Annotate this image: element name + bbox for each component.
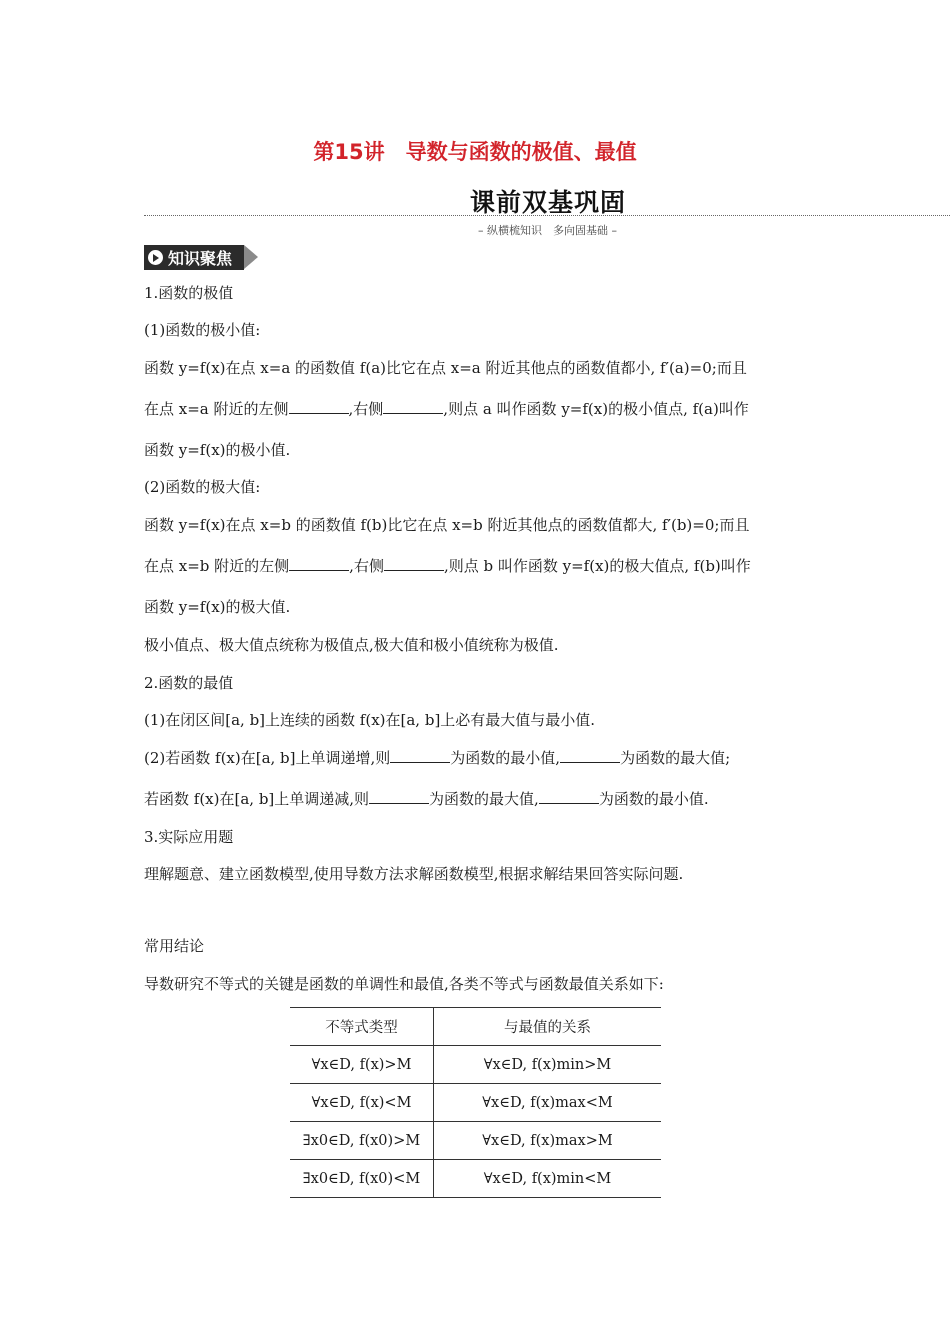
heading-common-conclusions: 常用结论 — [144, 937, 205, 955]
table-row — [290, 1160, 661, 1198]
paragraph-line: 导数研究不等式的关键是函数的单调性和最值,各类不等式与函数最值关系如下: — [144, 975, 664, 993]
table-row — [290, 1084, 661, 1122]
heading-max-min: 2.函数的最值 — [144, 674, 234, 692]
play-circle-icon — [148, 250, 163, 265]
inequality-table — [290, 1007, 661, 1198]
table-cell: ∀x∈D, f(x)>M — [290, 1046, 434, 1084]
paragraph-line: 理解题意、建立函数模型,使用导数方法求解函数模型,根据求解结果回答实际问题. — [144, 865, 684, 883]
heading-extremum: 1.函数的极值 — [144, 284, 234, 302]
table-row — [290, 1046, 661, 1084]
paragraph-line: 在点 x=a 附近的左侧 ,右侧 ,则点 a 叫作函数 y=f(x)的极小值点, f(a)叫作 — [144, 400, 749, 418]
paragraph-line: 函数 y=f(x)在点 x=a 的函数值 f(a)比它在点 x=a 附近其他点的函数值都小, f′(a)=0;而且 — [144, 359, 747, 377]
answer-blank[interactable] — [539, 802, 599, 804]
lecture-title: 第15讲 导数与函数的极值、最值 — [313, 140, 637, 164]
table-cell: ∃x0∈D, f(x0)<M — [290, 1160, 434, 1198]
answer-blank[interactable] — [390, 761, 450, 763]
table-cell: ∀x∈D, f(x)min>M — [434, 1046, 662, 1084]
table-cell: ∀x∈D, f(x)max>M — [434, 1122, 662, 1160]
table-header-row — [290, 1008, 661, 1046]
answer-blank[interactable] — [289, 412, 349, 414]
table-row — [290, 1122, 661, 1160]
tag-arrow-decoration — [244, 245, 258, 269]
subheading-local-min: (1)函数的极小值: — [144, 321, 261, 339]
section-subheading: – 纵横梳知识 多向固基础 – — [478, 224, 617, 237]
table-header: 与最值的关系 — [434, 1008, 662, 1046]
answer-blank[interactable] — [369, 802, 429, 804]
table-cell: ∀x∈D, f(x)<M — [290, 1084, 434, 1122]
knowledge-tag — [144, 245, 244, 270]
section-divider — [144, 215, 950, 216]
paragraph-line: 函数 y=f(x)的极大值. — [144, 598, 291, 616]
paragraph-line: 若函数 f(x)在[a, b]上单调递减,则 为函数的最大值, 为函数的最小值. — [144, 790, 709, 808]
answer-blank[interactable] — [383, 412, 443, 414]
subheading-local-max: (2)函数的极大值: — [144, 478, 261, 496]
paragraph-line: 函数 y=f(x)在点 x=b 的函数值 f(b)比它在点 x=b 附近其他点的函数值都大, f′(b)=0;而且 — [144, 516, 750, 534]
table-cell: ∀x∈D, f(x)max<M — [434, 1084, 662, 1122]
table-cell: ∀x∈D, f(x)min<M — [434, 1160, 662, 1198]
paragraph-line: 极小值点、极大值点统称为极值点,极大值和极小值统称为极值. — [144, 636, 559, 654]
answer-blank[interactable] — [384, 569, 444, 571]
paragraph-line: 在点 x=b 附近的左侧 ,右侧 ,则点 b 叫作函数 y=f(x)的极大值点, f(b)叫作 — [144, 557, 751, 575]
table-header: 不等式类型 — [290, 1008, 434, 1046]
heading-application: 3.实际应用题 — [144, 828, 234, 846]
section-heading: 课前双基巩固 — [470, 188, 627, 217]
table-cell: ∃x0∈D, f(x0)>M — [290, 1122, 434, 1160]
answer-blank[interactable] — [560, 761, 620, 763]
knowledge-tag-label: 知识聚焦 — [168, 249, 233, 268]
paragraph-line: (1)在闭区间[a, b]上连续的函数 f(x)在[a, b]上必有最大值与最小值. — [144, 711, 596, 729]
paragraph-line: 函数 y=f(x)的极小值. — [144, 441, 291, 459]
paragraph-line: (2)若函数 f(x)在[a, b]上单调递增,则 为函数的最小值, 为函数的最大值; — [144, 749, 731, 767]
answer-blank[interactable] — [289, 569, 349, 571]
